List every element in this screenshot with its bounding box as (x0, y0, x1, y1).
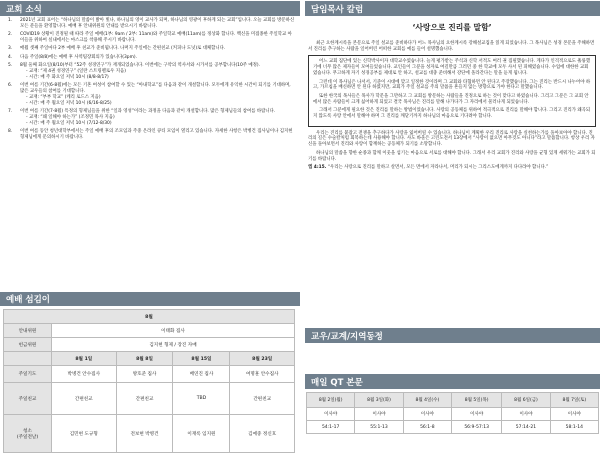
column-heading: 담임목사 칼럼 (305, 1, 600, 16)
verse-reference: 엡 4:15. (308, 165, 327, 171)
qt-day: 8월 4일(수) (403, 393, 451, 408)
worship-row-label: 청소 (주일전날) (4, 415, 52, 453)
qt-day: 8월 7일(토) (550, 393, 598, 408)
qt-book: 이사야 (355, 408, 403, 421)
column-paragraph: 우리는 진리를 붙잡고 전쟁을 추구하다가 사랑을 잃어버릴 수 있습니다. 하나님이 계획한 우리 진리로 사랑을 실천하는가를 돌아보아야 합니다. 진리의 길은 수술칼처럼 회복하는데 사용해야 합니다. 사도 바울은 고린도전서 13장에서 “사랑이 없으면 아무것도 아니다”라고 말씀합니다. 항상 우리 자신을 돌아보면서 진리와 사랑이 함께하는 공동체가 되기를 소망합니다. (308, 130, 595, 148)
news-item (6, 32, 296, 44)
qt-book: 이사야 (502, 408, 550, 421)
news-item (6, 83, 296, 106)
worship-body (4, 366, 295, 453)
news-item-number: 2. (8, 32, 13, 38)
qt-heading: 매일 QT 본문 (305, 374, 600, 389)
worship-cell: 여명훈 안수집사 (230, 366, 295, 383)
news-item-number: 5. (8, 63, 13, 69)
column-verse (308, 165, 596, 171)
news-items (6, 18, 296, 141)
worship-row (4, 383, 295, 415)
qt-ref: 56:9-57:13 (452, 421, 502, 434)
network-heading: 교우/교계/지역동정 (305, 328, 600, 343)
worship-row-label: 주일친교 (4, 383, 52, 415)
qt-ref: 54:1-17 (307, 421, 355, 434)
qt-book: 이사야 (452, 408, 502, 421)
news-item-body: 2021년 교회 표어는 “하나님의 말씀이 밝아 빛나, 하나님의 영이 교사가 되며, 하나님의 영광이 후하게 되는 교회”입니다. 오늘 교회를 방문하신 모든 분들을 환영합니다. 예배 후 안내위원의 안내를 받으시기 바랍니다. (20, 18, 295, 29)
news-item-detail: - 시간: 매 주 월요일 저녁 10시 (6/16-8/25) (26, 100, 112, 106)
quote-paragraph: 어느 교회 집단에 있는 신학박사이자 대학교수였습니다. 늘게 평가받는 주석과 신학 서적도 여러 권 집필했습니다. 게다가 인격적으로도 훌륭했기에 너무 많은 제자들이 모여들었습니다. 교인들이 그분을 성자로 여길만큼 그러던 중 한 학교에 모두 사서 된 피해였습니다. 수업에 대한한 교회였습니다. 무고하게 자기 성경공부를 제대로 안 하고, 설교를 대충 준비해서 강단에 올라간다는 말을 듣게 됩니다. (313, 59, 591, 76)
worship-cell: 배연진 집사 (173, 366, 230, 383)
worship-cell: 박병건 안수집사 (52, 366, 117, 383)
qt-ref: 56:1-8 (403, 421, 451, 434)
worship-dates-row (4, 352, 295, 366)
news-item (6, 18, 296, 30)
column-title: ‘사랑으로 진리를 말함’ (412, 23, 492, 32)
worship-row-label: 주일기도 (4, 366, 52, 383)
qt-day: 8월 6일(금) (502, 393, 550, 408)
qt-ref: 55:1-13 (355, 421, 403, 434)
news-item-body: 8월 둘째 화요일(8/10)부터 “52주 성경연구”가 재개되었습니다. 이번에는 구약의 역사서와 시가서를 공부합니다(10주 예정). (20, 63, 260, 69)
news-item-body: 다음 주일(8/8)에는 예배 후 사역팀장회의가 있습니다(3pm). (20, 54, 137, 60)
verse-text: “우리는 사랑으로 진리를 말하고 살면서, 모든 면에서 자라나서, 머리가 되시는 그리스도에게까지 다다라야 합니다.” (327, 165, 549, 171)
news-item-detail: - 교재: “부부 학교” (케리 로드스 지음) (26, 94, 101, 100)
news-item-text (20, 63, 296, 80)
worship-cell: 김예중 정신호 (230, 415, 295, 453)
quote-paragraph: 그래서 그분에게 필요한 것은 진리를 말하는 방법이었습니다. 사랑의 공동체를 위하여 적극적으로 진리를 말해야 합니다. 그리고 진리가 왜곡되지 않도록 사랑 안에서 말해야 하며 그 진리를 깨닫기까지 하나님의 마음으로 기다려야 합니다. (313, 108, 591, 120)
qt-ref: 57:14-21 (502, 421, 550, 434)
column-paragraph: 하나님의 말씀을 향한 순종과 함께 이웃을 섬기는 마음으로 서로를 대해야 합니다. 그래서 우리 교회가 진리와 사랑을 균형 있게 세워가는 교회가 되기를 바랍니다. (308, 150, 596, 162)
news-item (6, 63, 296, 80)
news-item-number: 4. (8, 54, 13, 60)
qt-days-row (307, 393, 599, 408)
news-item-detail: - 교재: “왜 일해야 하는가” (조정민 목사 지음) (26, 114, 115, 120)
news-item-text (20, 83, 296, 106)
news-item-detail: - 시간: 매 주 화요일 저녁 10시 (8/8-8/17) (26, 74, 109, 80)
news-item-text (20, 46, 296, 52)
quote-paragraph: 또한 한국의 목사들은 목사가 학문을 그만하고 그 교회를 방문하는 사람들을 진정으로 하는 것이 맞다고 하였습니다. 그리고 그분은 그 교회 안에서 많은 사람들이 크게 싫어하게 되었고 결국 목사님은 진리를 말해 나가다가 그 자리에서 물러나게 되었습니다. (313, 93, 589, 105)
worship-cell: 김민현 도규형 (52, 415, 117, 453)
news-list (6, 18, 296, 143)
qt-books-row (307, 408, 599, 421)
news-heading: 교회 소식 (0, 1, 300, 16)
worship-cell: 이재록 임지원 (173, 415, 230, 453)
worship-cell: 간편친교 (230, 383, 295, 415)
news-item-detail: - 교재: “제 4권 성경연구” (일란 스트링펠로우 지음) (26, 68, 126, 74)
offering-value: 김지현 형제 / 장진 자매 (52, 338, 295, 352)
worship-date: 8월 15일 (173, 352, 230, 366)
worship-heading: 예배 섬김이 (0, 292, 300, 306)
news-item-text (20, 109, 296, 126)
news-item-number: 3. (8, 46, 13, 52)
news-item-text (20, 32, 296, 44)
worship-row (4, 415, 295, 453)
news-item-number: 6. (8, 83, 13, 89)
news-item (6, 129, 296, 141)
worship-date: 8월 1일 (52, 352, 117, 366)
worship-cell: 방호준 집사 (116, 366, 173, 383)
worship-table (3, 309, 295, 453)
qt-ref: 58:1-14 (550, 421, 598, 434)
worship-cell: 간편친교 (116, 383, 173, 415)
worship-cell: 간편친교 (52, 383, 117, 415)
news-item-number: 8. (8, 128, 13, 134)
news-item-body: 이번 여름 기간(6-8월)에는 모든 기혼 여성이 참여할 수 있는 “아내학교”를 다음과 같이 개설합니다. 모두에게 유익한 시간이 되기를 기대하며, 많은 교우들의 참여를 기대합니다. (20, 83, 291, 94)
news-item (6, 55, 296, 61)
news-item-number: 7. (8, 108, 13, 114)
quote-paragraph: 그런데 이 목사님은 나서서, 기준이 시대에 맞고 일정한 것이라며 그 교회와 타협하면 안 된다고 주장했습니다. 그는 진리는 반드시 나누어야 하고, 가르침을 배신하면 안 된다 하였지만, 교회가 주일 설교를 주의 말씀을 흔들지 않는 방향으로 가야 한다고 말했습니다. (313, 79, 591, 91)
news-item-text (20, 129, 296, 141)
news-item (6, 46, 296, 52)
column-quote-box (308, 55, 596, 126)
news-item-body: COVID19 상황이 진정될 때 따라 주일 예배(1부: 9am / 2부: 11am)와 주일학교 예배(11am)를 정상화 합니다. 백신을 미접종한 주일학교 아이들을 위하여 실내에서는 마스크를 착용해 주시기 바랍니다. (20, 32, 292, 43)
qt-refs-row (307, 421, 599, 434)
news-item-number: 1. (8, 18, 13, 23)
column-paragraph: 최근 요한계시록을 본문으로 주일 설교를 준비하다가 어느 목사님의 요한계시록 강해설교집을 읽게 되었습니다. 그 목사님은 성경 본문을 주해하면서 진리를 추구하는 사람을 일어버린 어떠한 교회를 예를 들어 설명했습니다. (308, 41, 595, 52)
worship-cell: TBD (173, 383, 230, 415)
worship-cell: 전보현 박병건 (116, 415, 173, 453)
qt-day: 8월 3일(화) (355, 393, 403, 408)
qt-day: 8월 5일(목) (452, 393, 502, 408)
news-item-body: 매월 셋째 주일마다 2부 예배 후 친교가 준비됩니다. 나머지 주일에는 간편친교 (커피나 도넛)로 대체합니다. (20, 46, 226, 52)
column-body (308, 18, 596, 171)
worship-date: 8월 8일 (116, 352, 173, 366)
qt-table (306, 392, 599, 434)
news-item (6, 109, 296, 126)
news-item-text (20, 18, 296, 30)
qt-book: 이사야 (307, 408, 355, 421)
guide-label: 안내위원 (4, 324, 52, 338)
qt-day: 8월 2일(월) (307, 393, 355, 408)
guide-value: 이태화 집사 (52, 324, 295, 338)
news-item-text (20, 55, 296, 61)
qt-book: 이사야 (550, 408, 598, 421)
worship-date: 8월 23일 (230, 352, 295, 366)
offering-label: 헌금위원 (4, 338, 52, 352)
news-item-body: 이번 여름 기간(7-8월) 특정의 형제님들을 위한 “일과 영성”이라는 과정을 다음과 같이 개설합니다. 많은 형제님들의 참여를 바랍니다. (20, 108, 276, 114)
worship-month: 8월 (4, 310, 295, 324)
worship-row (4, 366, 295, 383)
news-item-detail: - 시간: 매 주 월요일 저녁 10시 (7/12-8/30) (26, 120, 112, 126)
qt-book: 이사야 (403, 408, 451, 421)
news-item-body: 이번 여름 동안 청년대학부에서는 주일 예배 후의 조모임과 주중 온라인 큐티 모임이 열리고 있습니다. 자세한 사항은 박병건 집사님이나 김지현 형제님에게 문의하시기 바랍니다. (20, 128, 293, 140)
